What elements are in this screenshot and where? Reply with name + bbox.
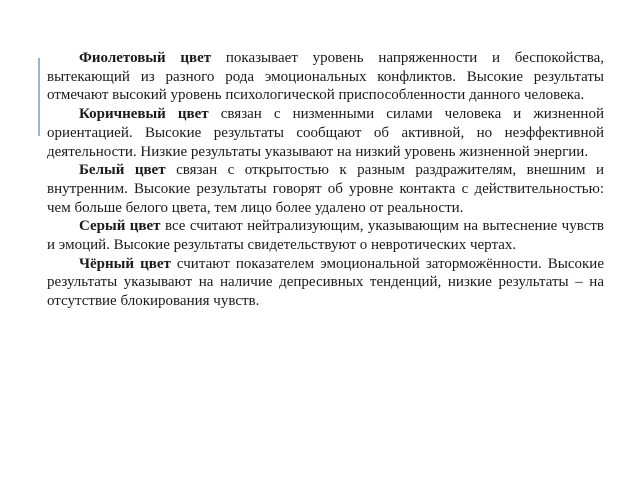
term-black: Чёрный цвет: [79, 255, 171, 272]
slide-accent-bar: [38, 58, 40, 136]
term-brown: Коричневый цвет: [79, 106, 209, 123]
paragraph-black: [47, 255, 604, 311]
term-white: Белый цвет: [79, 162, 166, 179]
paragraph-violet: [47, 49, 604, 105]
paragraph-brown-text: связан с низменными силами человека и жизненной ориентацией. Высокие результаты сообщают об активной, но неэффективной деятельности. Низкие результаты указывают на низкий уровень жизненной энергии.: [47, 106, 604, 160]
paragraph-violet-text: показывает уровень напряженности и беспокойства, вытекающий из разного рода эмоциональных конфликтов. Высокие результаты отмечают высокий уровень психологической приспособленности данного человека.: [47, 50, 604, 104]
slide-text-block: [47, 49, 604, 311]
term-violet: Фиолетовый цвет: [79, 50, 212, 66]
paragraph-brown: [47, 105, 604, 161]
paragraph-black-text: считают показателем эмоциональной заторможённости. Высокие результаты указывают на наличие депресивных тенденций, низкие результаты – на отсутствие блокирования чувств.: [47, 255, 604, 310]
paragraph-grey-text: все считают нейтрализующим, указывающим на вытеснение чувств и эмоций. Высокие результаты свидетельствуют о невротических чертах.: [47, 218, 604, 254]
term-grey: Серый цвет: [79, 218, 161, 235]
paragraph-white: [47, 161, 604, 217]
paragraph-white-text: связан с открытостью к разным раздражителям, внешним и внутренним. Высокие результаты говорят об уровне контакта с действительностью: чем больше белого цвета, тем лицо более удалено от реальности.: [47, 162, 604, 216]
paragraph-grey: [47, 217, 604, 254]
